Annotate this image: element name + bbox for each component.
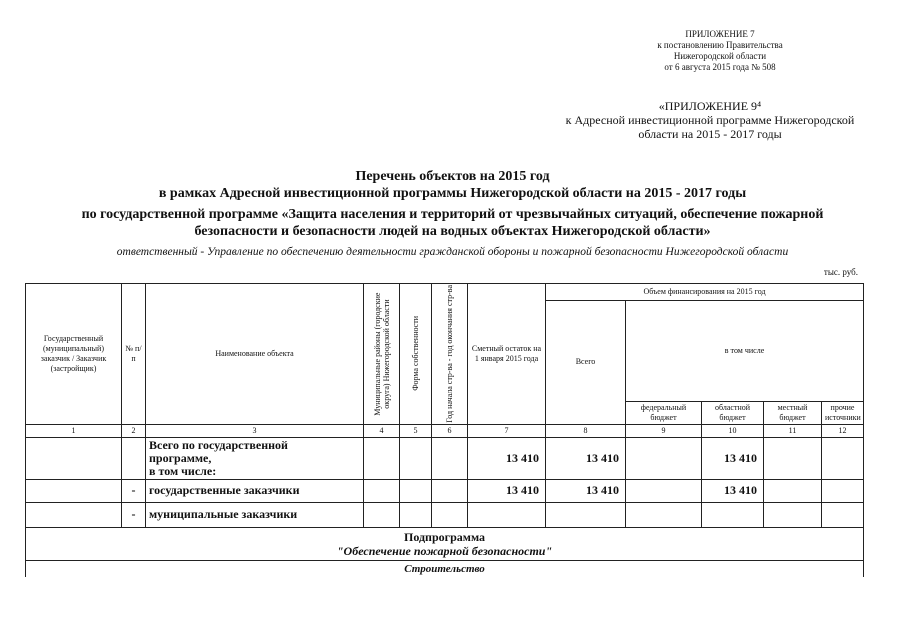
header-local: местный бюджет: [764, 401, 822, 424]
header-districts: Муниципальные районы (городские округа) Нижегородской области: [372, 292, 391, 416]
units-label: тыс. руб.: [823, 267, 858, 277]
construction-label: Строительство: [26, 560, 864, 577]
header-regional: областной бюджет: [702, 401, 764, 424]
cell-regional: 13 410: [702, 479, 764, 502]
cell-total: 13 410: [546, 437, 626, 479]
cell-name: [146, 437, 364, 479]
header-other: прочие источники: [822, 401, 864, 424]
cell-total: [546, 502, 626, 527]
header-name: Наименование объекта: [146, 284, 364, 425]
table-row-total: [26, 437, 864, 479]
column-number: 4: [364, 424, 400, 437]
column-numbers-row: [26, 424, 864, 437]
cell-customer: [26, 437, 122, 479]
table-row-municipal-customers: [26, 502, 864, 527]
header-ownership-cell: [400, 284, 432, 425]
column-number: 3: [146, 424, 364, 437]
subprogram-name: "Обеспечение пожарной безопасности": [336, 543, 553, 558]
cell-estimate: [468, 502, 546, 527]
cell-num: -: [122, 502, 146, 527]
cell-local: [764, 502, 822, 527]
document-title: [0, 168, 905, 202]
cell-name: муниципальные заказчики: [146, 502, 364, 527]
appendix-7-title: ПРИЛОЖЕНИЕ 7: [685, 29, 755, 39]
cell-federal: [626, 479, 702, 502]
cell-regional: [702, 502, 764, 527]
header-total: Всего: [546, 301, 626, 425]
appendix-7-line-2: Нижегородской области: [673, 51, 767, 61]
cell-local: [764, 479, 822, 502]
cell-num: -: [122, 479, 146, 502]
title-line-1: Перечень объектов на 2015 год: [355, 169, 550, 184]
appendix-9-title: «ПРИЛОЖЕНИЕ 9⁴: [658, 99, 762, 113]
program-title: [0, 206, 905, 240]
column-number: 1: [26, 424, 122, 437]
header-including: в том числе: [626, 301, 864, 402]
header-federal: федеральный бюджет: [626, 401, 702, 424]
subprogram-label: Подпрограмма: [404, 529, 486, 544]
title-line-4: безопасности и безопасности людей на водных объектах Нижегородской области»: [194, 224, 711, 239]
cell-other: [822, 502, 864, 527]
appendix-9-line-1: к Адресной инвестиционной программе Нижегородской: [565, 113, 855, 127]
cell-years: [432, 502, 468, 527]
header-years-cell: [432, 284, 468, 425]
objects-table: [25, 283, 864, 577]
cell-federal: [626, 437, 702, 479]
table-row-state-customers: [26, 479, 864, 502]
cell-districts: [364, 502, 400, 527]
cell-customer: [26, 502, 122, 527]
column-number: 2: [122, 424, 146, 437]
column-number: 7: [468, 424, 546, 437]
header-num: № п/п: [122, 284, 146, 425]
cell-name-line-1: Всего по государственной: [149, 437, 288, 452]
column-number: 5: [400, 424, 432, 437]
header-financing: Объем финансирования на 2015 год: [546, 284, 864, 301]
cell-estimate: 13 410: [468, 437, 546, 479]
cell-total: 13 410: [546, 479, 626, 502]
header-customer: Государственный (муниципальный) заказчик / Заказчик (застройщик): [26, 284, 122, 425]
cell-ownership: [400, 502, 432, 527]
title-line-2: в рамках Адресной инвестиционной программы Нижегородской области на 2015 - 2017 годы: [158, 186, 747, 201]
subprogram-cell: [26, 527, 864, 560]
cell-other: [822, 437, 864, 479]
cell-federal: [626, 502, 702, 527]
cell-customer: [26, 479, 122, 502]
appendix-7-line-1: к постановлению Правительства: [657, 40, 783, 50]
column-number: 6: [432, 424, 468, 437]
cell-districts: [364, 437, 400, 479]
cell-ownership: [400, 437, 432, 479]
header-estimate: Сметный остаток на 1 января 2015 года: [468, 284, 546, 425]
construction-row: [26, 560, 864, 577]
cell-other: [822, 479, 864, 502]
cell-ownership: [400, 479, 432, 502]
responsible-line: ответственный - Управление по обеспечению деятельности гражданской обороны и пожарной безопасности Нижегородской области: [116, 246, 789, 258]
column-number: 12: [822, 424, 864, 437]
cell-name: государственные заказчики: [146, 479, 364, 502]
appendix-9-block: [520, 99, 900, 141]
header-ownership: Форма собственности: [411, 316, 420, 392]
column-number: 9: [626, 424, 702, 437]
cell-local: [764, 437, 822, 479]
column-number: 10: [702, 424, 764, 437]
cell-name-line-3: в том числе:: [149, 463, 217, 478]
cell-num: [122, 437, 146, 479]
column-number: 11: [764, 424, 822, 437]
cell-years: [432, 437, 468, 479]
header-districts-cell: [364, 284, 400, 425]
header-years: Год начала стр-ва - год окончания стр-ва: [445, 285, 454, 423]
appendix-7-line-3: от 6 августа 2015 года № 508: [664, 62, 776, 72]
cell-districts: [364, 479, 400, 502]
cell-name-line-2: программе,: [149, 450, 212, 465]
cell-estimate: 13 410: [468, 479, 546, 502]
cell-years: [432, 479, 468, 502]
appendix-7-block: [560, 29, 880, 73]
cell-regional: 13 410: [702, 437, 764, 479]
appendix-9-line-2: области на 2015 - 2017 годы: [638, 127, 782, 141]
title-line-3: по государственной программе «Защита населения и территорий от чрезвычайных ситуаций, обеспечение пожарной: [81, 207, 824, 222]
subprogram-row: [26, 527, 864, 560]
column-number: 8: [546, 424, 626, 437]
